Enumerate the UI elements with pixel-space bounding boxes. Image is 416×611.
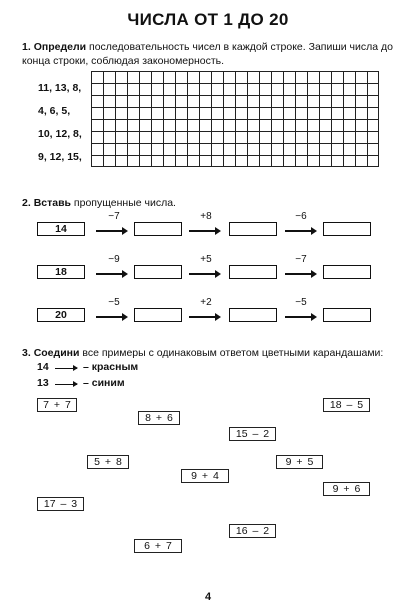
arrow-icon	[285, 230, 315, 232]
example-box[interactable]: 9 + 6	[323, 482, 370, 496]
example-box[interactable]: 15 – 2	[229, 427, 276, 441]
answer-box[interactable]	[323, 222, 371, 236]
arrow-icon	[96, 273, 126, 275]
arrow-icon	[55, 368, 77, 369]
task-1-number: 1.	[22, 41, 31, 53]
task-2-text: пропущенные числа.	[71, 197, 176, 209]
sequence-2: 4, 6, 5,	[38, 105, 71, 117]
sequence-1: 11, 13, 8,	[38, 82, 82, 94]
answer-box[interactable]	[134, 308, 182, 322]
answer-box[interactable]	[323, 308, 371, 322]
task-2-instructions	[22, 196, 176, 210]
answer-box[interactable]	[323, 265, 371, 279]
task-1-instructions	[22, 40, 402, 68]
chain-operation: −9	[108, 254, 120, 265]
legend-number: 13	[37, 377, 49, 389]
chain-start-box: 18	[37, 265, 85, 279]
answer-box[interactable]	[134, 265, 182, 279]
task-2-verb: Вставь	[33, 197, 72, 209]
answer-grid[interactable]	[91, 71, 379, 167]
page-number: 4	[204, 591, 212, 603]
task-1-text: последовательность чисел в каждой строке. Запиши числа до конца строки, соблюдая закономерность.	[22, 41, 393, 67]
page-title: ЧИСЛА ОТ 1 ДО 20	[127, 10, 289, 29]
arrow-icon	[285, 273, 315, 275]
task-3-text: все примеры с одинаковым ответом цветными карандашами:	[79, 347, 384, 359]
answer-box[interactable]	[229, 308, 277, 322]
answer-box[interactable]	[134, 222, 182, 236]
chain-operation: +5	[200, 254, 212, 265]
arrow-icon	[285, 316, 315, 318]
example-box[interactable]: 8 + 6	[138, 411, 180, 425]
arrow-icon	[55, 384, 77, 385]
chain-operation: −5	[295, 297, 307, 308]
example-box[interactable]: 18 – 5	[323, 398, 370, 412]
chain-start-box: 20	[37, 308, 85, 322]
chain-operation: −7	[295, 254, 307, 265]
chain-operation: +8	[200, 211, 212, 222]
arrow-icon	[189, 273, 219, 275]
legend-number: 14	[37, 361, 49, 373]
sequence-4: 9, 12, 15,	[38, 151, 82, 163]
example-box[interactable]: 17 – 3	[37, 497, 84, 511]
chain-operation: +2	[200, 297, 212, 308]
sequence-3: 10, 12, 8,	[38, 128, 82, 140]
task-3-verb: Соедини	[33, 347, 80, 359]
chain-operation: −7	[108, 211, 120, 222]
chain-operation: −5	[108, 297, 120, 308]
answer-box[interactable]	[229, 222, 277, 236]
chain-operation: −6	[295, 211, 307, 222]
arrow-icon	[96, 230, 126, 232]
example-box[interactable]: 9 + 4	[181, 469, 229, 483]
example-box[interactable]: 7 + 7	[37, 398, 77, 412]
answer-box[interactable]	[229, 265, 277, 279]
legend-label-red: – красным	[83, 361, 139, 373]
arrow-icon	[96, 316, 126, 318]
arrow-icon	[189, 316, 219, 318]
legend-label-blue: – синим	[83, 377, 125, 389]
example-box[interactable]: 5 + 8	[87, 455, 129, 469]
chain-start-box: 14	[37, 222, 85, 236]
arrow-icon	[189, 230, 219, 232]
example-box[interactable]: 9 + 5	[276, 455, 323, 469]
example-box[interactable]: 6 + 7	[134, 539, 182, 553]
example-box[interactable]: 16 – 2	[229, 524, 276, 538]
task-3-instructions	[22, 346, 412, 360]
task-3-number: 3.	[22, 347, 31, 359]
task-2-number: 2.	[22, 197, 31, 209]
task-1-verb: Определи	[33, 41, 87, 53]
